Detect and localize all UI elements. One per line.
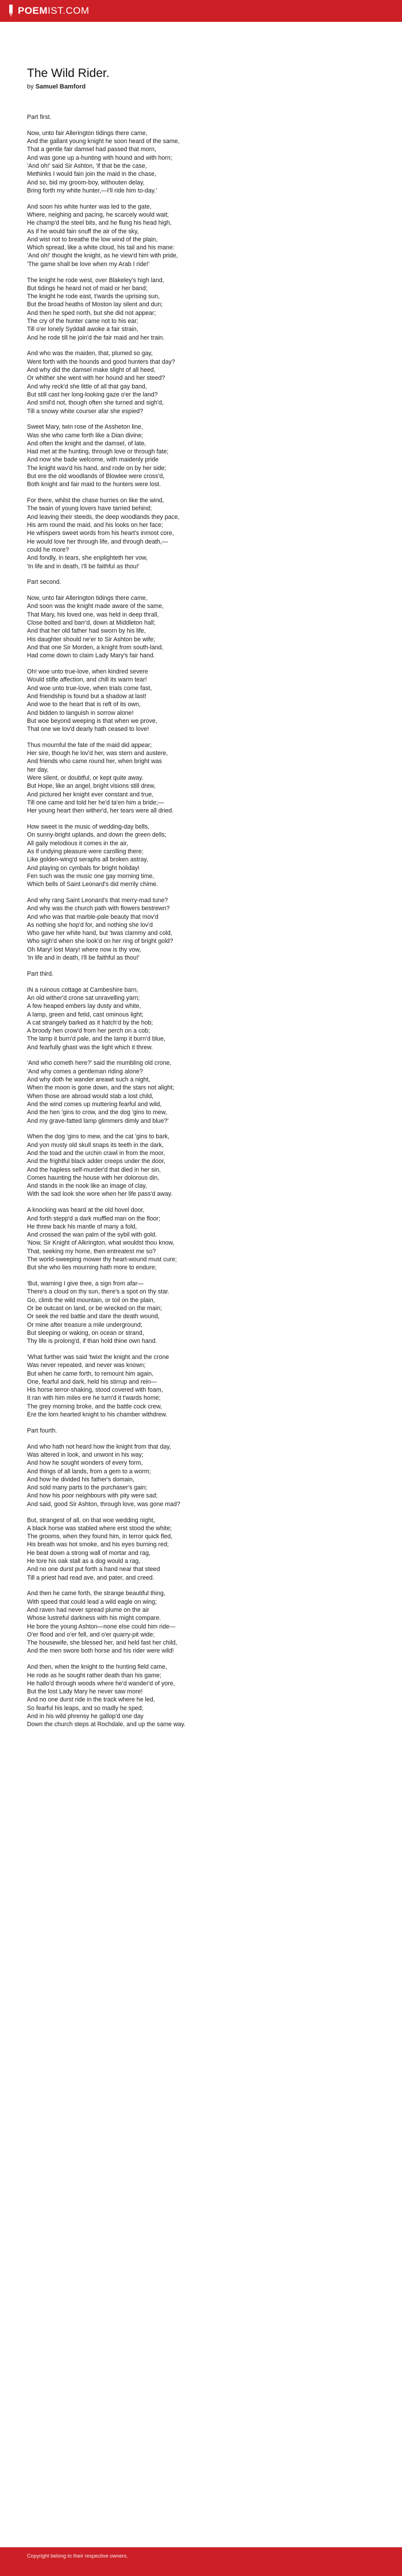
brand-name-light: IST.COM <box>48 5 90 16</box>
poem-line: 'And oh!' said Sir Ashton, 'if that be the case, <box>27 162 147 170</box>
poem-line: And playing on cymbals for bright holiday! <box>27 864 140 872</box>
pen-icon <box>8 5 14 17</box>
poem-line: And soon his white hunter was led to the gate, <box>27 203 152 210</box>
poem-line: And then he sped north, but she did not appear; <box>27 309 156 317</box>
stanza <box>27 1059 349 1125</box>
poem-line: And how he sought wonders of every form, <box>27 1460 143 1467</box>
poem-byline <box>27 83 349 90</box>
poem-line: And bidden to languish in sorrow alone! <box>27 709 134 717</box>
copyright-notice: Copyright belong to their respective owners. <box>27 2553 128 2559</box>
part-heading: Part first. <box>27 114 52 121</box>
poem-line: And soon was the knight made aware of the same, <box>27 603 164 610</box>
poem-line: So fearful his leaps, and so madly he sped; <box>27 1704 144 1712</box>
poem-line: And now she bade welcome, with maidenly pride <box>27 456 159 464</box>
poem-line: And the frightful black adder creeps under the door, <box>27 1158 165 1165</box>
poem-line: And the wind comes up muttering fearful and wild, <box>27 1100 162 1108</box>
poem-line: And how his poor neighbours with pity were sad; <box>27 1492 158 1500</box>
poem-line: And often the knight and the damsel, of late, <box>27 440 146 447</box>
poem-line: But, strangest of all, on that woe wedding night, <box>27 1516 155 1524</box>
poem-line: Or whither she went with her hound and her steed? <box>27 375 165 382</box>
poem-line: Who sigh'd when she look'd on her ring of bright gold? <box>27 938 173 945</box>
poem-line: When those are abroad would stab a lost child, <box>27 1092 154 1100</box>
poem-author-link[interactable]: Samuel Bamford <box>35 83 86 90</box>
poem-line: He hallo'd through woods where he'd wander'd of yore, <box>27 1680 175 1687</box>
poem-line: Where, neighing and pacing, he scarcely would wait; <box>27 211 169 218</box>
poem-line: Would stifle affection, and chill its warm tear! <box>27 676 147 684</box>
poem-line: Ere the lorn hearted knight to his chamber withdrew. <box>27 1411 168 1419</box>
poem-line: Had met at the hunting, through love or through fate; <box>27 448 169 456</box>
poem-line: He bore the young Ashton—none else could him ride— <box>27 1623 176 1630</box>
poem-line: All gaily melodious it comes in the air, <box>27 840 129 847</box>
poem-line: But tidings he heard not of maid or her band; <box>27 284 148 292</box>
poem-line: And woe to the heart that is reft of its own, <box>27 701 141 709</box>
stanza <box>27 741 349 815</box>
poem-line: And so, bid my groom-boy, withouten delay, <box>27 179 145 186</box>
poem-line: And crossed the wan palm of the sybil with gold. <box>27 1231 157 1239</box>
poem-line: It ran with him miles ere he turn'd it t'wards home; <box>27 1395 161 1402</box>
poem-line: And why was the church path with flowers bestrewn? <box>27 905 170 912</box>
poem-line: For there, whilst the chase hurries on like the wind, <box>27 497 164 505</box>
poem-line: 'The game shall be love when my Arab I ride!' <box>27 260 150 268</box>
poem-line: The cry of the hunter came not to his ear; <box>27 318 138 325</box>
poem-line: Was altered in look, and unwont in his way; <box>27 1451 144 1458</box>
poem-line: 'Now, Sir Knight of Alkrington, what wouldst thou know, <box>27 1239 175 1247</box>
poem-line: But she who lies mourning hath more to endure; <box>27 1264 157 1272</box>
poem-line: A broody hen crow'd from her perch on a cob; <box>27 1027 150 1035</box>
poem-line: And woe unto true-love, when trials come fast, <box>27 684 152 692</box>
stanza <box>27 1206 349 1272</box>
stanza <box>27 1516 349 1582</box>
poem-line: And said, good Sir Ashton, through love, was gone mad? <box>27 1500 180 1508</box>
poem-line: Bring forth my white hunter,—I'll ride him to-day.' <box>27 187 157 194</box>
poem-line: And sold many parts to the purchaser's gain; <box>27 1484 148 1492</box>
poem-line: That a gentle fair damsel had passed that morn, <box>27 146 156 153</box>
poem-line: His arm round the maid, and his looks on her face; <box>27 522 163 529</box>
poem-line: Her young heart then wither'd, her tears were all dried. <box>27 807 174 815</box>
poem-line: And no one durst put forth a hand near that steed <box>27 1566 160 1573</box>
poem-line: And why reck'd she little of all that gay band, <box>27 383 147 390</box>
poem-line: And the toad and the urchin crawl in from the moor, <box>27 1149 165 1157</box>
part-heading: Part third. <box>27 970 53 977</box>
poem-line: Had come down to claim Lady Mary's fair hand. <box>27 652 155 660</box>
poem-line: Sweet Mary, twin rose of the Assheton line, <box>27 423 143 431</box>
poem-line: Her sire, though he lov'd her, was stern and austere, <box>27 750 168 757</box>
poem-line: Which spread, like a white cloud, his tail and his mane: <box>27 244 175 252</box>
poem-line: Went forth with the hounds and good hunters that day? <box>27 358 175 365</box>
poem-line: Was never repeated, and never was known; <box>27 1362 146 1369</box>
stanza <box>27 496 349 571</box>
stanza <box>27 1353 349 1419</box>
poem-line: With the sad look she wore when her life pass'd away. <box>27 1191 173 1198</box>
poem-line: He champ'd the steel bits, and he flung his head high, <box>27 220 172 227</box>
poem-line: As nothing she hop'd for, and nothing she lov'd <box>27 921 153 929</box>
stanza <box>27 896 349 962</box>
poem-line: And was gone up a-hunting with hound and with horn; <box>27 154 172 161</box>
stanza <box>27 349 349 415</box>
poem-line: Now, unto fair Allerington tidings there came, <box>27 129 148 137</box>
poem-line: Now, unto fair Allerington tidings there came, <box>27 595 148 602</box>
stanza <box>27 1589 349 1655</box>
poem-line: He would love her through life, and through death,— <box>27 538 168 545</box>
poem-line: Was she who came forth like a Dian divine; <box>27 432 144 439</box>
poem-line: Till a snowy white courser afar she espied? <box>27 407 144 415</box>
stanza <box>27 1280 349 1345</box>
poem-line: That, seeking my home, then entreatest me so? <box>27 1247 156 1255</box>
poem-line: He threw back his mantle of many a fold, <box>27 1223 137 1230</box>
poem-line: Till one came and told her he'd ta'en him a bride;— <box>27 799 164 806</box>
poem-line: And he rode till he join'd the fair maid and her train. <box>27 334 165 341</box>
poem-line: There's a cloud on thy sun, there's a spot on thy star. <box>27 1288 169 1296</box>
poem-line: Like golden-wing'd seraphs all broken astray, <box>27 856 148 864</box>
stanza <box>27 823 349 888</box>
poem-title: The Wild Rider. <box>27 67 110 80</box>
poem-line: The knight he rode west, over Blakeley's high land, <box>27 276 164 284</box>
stanza <box>27 129 349 195</box>
site-footer <box>0 2547 402 2576</box>
poem-line: could he more? <box>27 546 69 553</box>
stanza <box>27 423 349 488</box>
poem-line: When the dog 'gins to mew, and the cat 'gins to bark, <box>27 1133 169 1141</box>
poem-line: Or seek the red battle and dare the death wound, <box>27 1313 160 1320</box>
poem-line: That Mary, his loved one, was held in deep thrall, <box>27 611 159 618</box>
poem-line: With speed that could lead a wild eagle on wing; <box>27 1598 157 1605</box>
poem-line: Comes haunting the house with her dolorous din, <box>27 1174 160 1181</box>
poem-line: Or be outcast on land, or be wrecked on the main; <box>27 1305 162 1312</box>
poem-line: Thus mournful the fate of the maid did appear; <box>27 741 152 749</box>
poem-line: Thy life is prolong'd, if than hold thine own hand. <box>27 1338 157 1345</box>
poem-line: Down the church steps at Rochdale, and up the same way. <box>27 1721 185 1728</box>
poem-line: And why rang Saint Leonard's that merry-mad tune? <box>27 896 168 904</box>
poem-line: Close bolted and barr'd, down at Middleton hall; <box>27 619 156 627</box>
stanza <box>27 594 349 660</box>
poem-line: O'er flood and o'er fell, and o'er quarry-pit wide; <box>27 1631 155 1638</box>
stanza <box>27 668 349 733</box>
poem-line: How sweet is the music of wedding-day bells, <box>27 823 150 831</box>
poem-line: But ere the old woodlands of Blowlee were cross'd, <box>27 473 165 480</box>
poem-line: A knocking was heard at the old hovel door, <box>27 1207 145 1214</box>
poem-line: His horse terror-shaking, stood covered with foam, <box>27 1387 163 1394</box>
poem-line: A few heaped embers lay dusty and white, <box>27 1003 141 1010</box>
poem-line: As if he would fain snuff the air of the sky, <box>27 228 139 235</box>
poem-line: He beat down a strong wall of mortar and rag, <box>27 1549 150 1557</box>
poem-line: One, fearful and dark, held his stirrup and rein— <box>27 1378 157 1385</box>
poem-line: And smil'd not, though often she turned and sigh'd, <box>27 399 164 407</box>
poem-line: But the broad heaths of Moston lay silent and dun; <box>27 301 163 309</box>
poem-line: The grey morning broke, and the battle cock crew, <box>27 1403 162 1410</box>
poem-line: Fen such was the music one gay morning time, <box>27 872 154 880</box>
poem-line: Both knight and fair maid to the hunters were lost. <box>27 481 161 488</box>
poem-line: He whispers sweet words from his heart's inmost core, <box>27 530 174 537</box>
poem-line: And leaving their steeds, the deep woodlands they pace, <box>27 513 180 521</box>
poem-line: A lamp, green and fetid, cast ominous light; <box>27 1011 144 1018</box>
poem-line: 'And who cometh here?' said the mumbling old crone, <box>27 1060 172 1067</box>
site-header <box>0 0 402 22</box>
poem-line: And then, when the knight to the hunting field came, <box>27 1664 167 1671</box>
poem-line: His daughter should ne'er to Sir Ashton be wife; <box>27 636 155 643</box>
poem-line: But woe beyond weeping is that when we prove, <box>27 717 157 725</box>
poem-line: And that one Sir Morden, a knight from south-land, <box>27 644 164 651</box>
poem-line: He tore his oak stall as a dog would a rag, <box>27 1558 141 1565</box>
poem-line: And things of all lands, from a gem to a worm; <box>27 1468 151 1475</box>
poem-line: The lamp it burn'd pale, and the lamp it burn'd blue, <box>27 1035 165 1043</box>
poem-line: The world-sweeping mower thy heart-wound must cure; <box>27 1256 177 1264</box>
poem-line: The knight he rode east, t'wards the uprising sun, <box>27 293 160 301</box>
poem-line: And the hapless self-murder'd that died in her sin, <box>27 1166 161 1173</box>
poem-line: Oh Mary! lost Mary! where now is thy vow, <box>27 946 141 953</box>
poem-line: Whose lustreful darkness with his might compare. <box>27 1615 161 1622</box>
part-heading: Part second. <box>27 579 61 586</box>
poem-line: And in his wild phrensy he gallop'd one day <box>27 1713 144 1720</box>
poem-line: And that her old father had sworn by his life, <box>27 627 146 635</box>
poem-line: A black horse was stabled where erst stood the white; <box>27 1524 172 1532</box>
poem-body <box>27 113 349 1729</box>
stanza <box>27 1133 349 1198</box>
stanza <box>27 1443 349 1508</box>
poem-line: But sleeping or waking, on ocean or strand, <box>27 1329 144 1337</box>
poem-line: The housewife, she blessed her, and held fast her child, <box>27 1639 177 1647</box>
poem-line: And why doth he wander areawt such a night, <box>27 1076 150 1084</box>
poem-line: Methinks I would fain join the maid in the chase, <box>27 171 156 178</box>
poem-line: Till a priest had read ave, and pater, and creed. <box>27 1574 154 1581</box>
poem-line: 'In life and in death, I'll be faithful as thou!' <box>27 563 140 570</box>
poem-line: And friends who came round her, when bright was <box>27 758 162 765</box>
poem-line: her day, <box>27 766 49 773</box>
poem-line: Till o'er lonely Syddall awoke a fair strain, <box>27 326 138 333</box>
poem-line: And fondly, in tears, she enplighteth her vow, <box>27 555 148 562</box>
poem-line: And who was the maiden, that, plumed so gay, <box>27 350 153 357</box>
poem-line: And the hen 'gins to crow, and the dog 'gins to mew, <box>27 1109 167 1116</box>
poem-line: IN a ruinous cottage at Cambeshire barn, <box>27 986 138 994</box>
poem-line: 'And oh!' thought the knight, as he view'd him with pride, <box>27 252 178 260</box>
poem-line: And why did the damsel make slight of all heed, <box>27 367 156 374</box>
poem-line: The knight wav'd his hand, and rode on by her side; <box>27 464 167 472</box>
poem-line: And then he came forth, the strange beautiful thing, <box>27 1590 165 1597</box>
poem-line: And friendship is found but a shadow at last! <box>27 692 146 700</box>
poem-line: And fearfully ghast was the light which it threw. <box>27 1044 153 1051</box>
poem-line: And my grave-fatted lamp glimmers dimly and blue?' <box>27 1117 169 1125</box>
poem-line: And forth stepp'd a dark muffled man on the floor; <box>27 1215 161 1222</box>
site-logo[interactable] <box>8 5 90 17</box>
poem-line: 'What further was said 'twixt the knight and the crone <box>27 1353 169 1361</box>
poem-line: And yon musty old skull snaps its teeth in the dark, <box>27 1141 164 1149</box>
poem-line: And the gallant young knight he soon heard of the same, <box>27 138 180 145</box>
poem-line: He rode as he sought rather death than his game; <box>27 1672 161 1679</box>
brand-name-bold: POEM <box>18 5 48 16</box>
poem-line: Go, climb the wild mountain, or toil on the plain, <box>27 1296 155 1304</box>
poem-line: As if undying pleasure were carolling there; <box>27 848 144 855</box>
poem-line: But when he came forth, to remount him again, <box>27 1370 154 1377</box>
poem-line: And raven had never spread plume on the air <box>27 1607 149 1614</box>
poem-line: An old wither'd crone sat unravelling yarn; <box>27 994 140 1002</box>
poem-container <box>27 37 349 1736</box>
poem-line: And pictured her knight ever constant and true, <box>27 791 154 798</box>
poem-line: A cat strangely barked as it hatch'd by the hob; <box>27 1019 153 1026</box>
poem-line: The twain of young lovers have tarried behind; <box>27 505 152 513</box>
poem-line: The grooms, when they found him, in terror quick fled, <box>27 1533 173 1541</box>
byline-prefix: by <box>27 83 36 90</box>
poem-line: His breath was hot smoke, and his eyes burning red; <box>27 1541 169 1549</box>
poem-line: When the moon is gone down, and the stars not alight; <box>27 1084 175 1092</box>
poem-line: 'And why comes a gentleman riding alone? <box>27 1068 143 1075</box>
poem-line: Or mine after treasure a mile underground; <box>27 1321 142 1329</box>
poem-line: And wist not to breathe the low wind of the plain, <box>27 236 158 243</box>
poem-line: Who gave her white hand, but 'twas clammy and cold, <box>27 930 172 937</box>
poem-line: Were silent, or doubtful, or kept quite away. <box>27 775 144 782</box>
stanza <box>27 276 349 342</box>
poem-line: And who was that marble-pale beauty that mov'd <box>27 913 159 921</box>
poem-line: But Hope, like an angel, bright visions still drew, <box>27 783 156 790</box>
stanza <box>27 203 349 268</box>
stanza <box>27 1663 349 1728</box>
poem-line: 'But, warning I give thee, a sign from afar— <box>27 1280 144 1288</box>
poem-line: But the lost Lady Mary he never saw more! <box>27 1688 143 1696</box>
poem-line: And who hath not heard how the knight from that day, <box>27 1443 171 1450</box>
poem-line: And stands in the nook like an image of clay, <box>27 1183 147 1190</box>
stanza <box>27 986 349 1052</box>
poem-line: And how he divided his father's domain, <box>27 1476 134 1483</box>
poem-line: That one we lov'd dearly hath ceased to love! <box>27 726 149 733</box>
poem-line: Oh! woe unto true-love, when kindred severe <box>27 668 148 676</box>
poem-line: But still cast her long-looking gaze o'er the land? <box>27 391 158 398</box>
part-heading: Part fourth. <box>27 1427 57 1434</box>
poem-line: And the men swore both horse and his rider were wild! <box>27 1647 174 1655</box>
poem-line: On sunny-bright uplands, and down the green dells; <box>27 831 167 839</box>
poem-line: Which bells of Saint Leonard's did merrily chime. <box>27 881 159 888</box>
poem-line: And no one durst ride in the track where he led, <box>27 1696 155 1704</box>
poem-line: 'In life and in death, I'll be faithful as thou!' <box>27 954 140 962</box>
